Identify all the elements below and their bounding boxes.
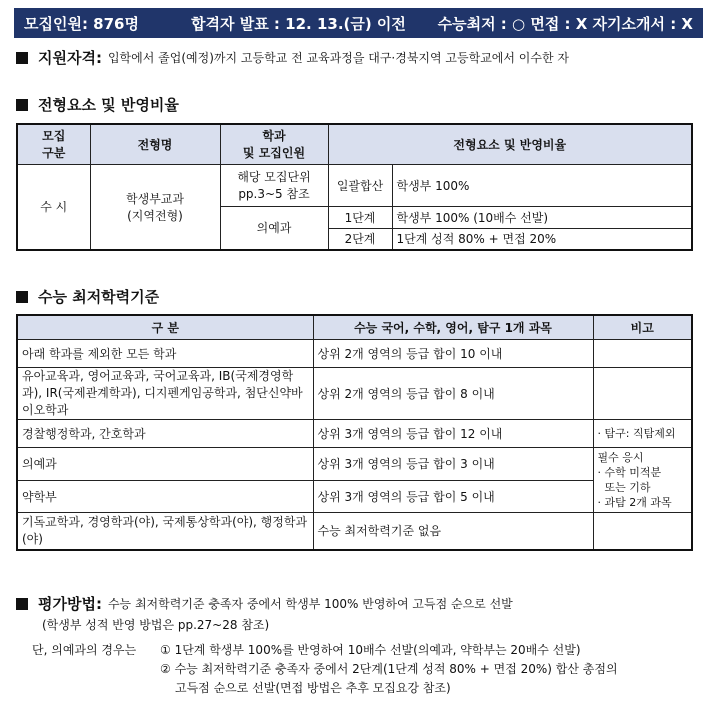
- remark-cell: 필수 응시 · 수학 미적분 또는 기하 · 과탐 2개 과목: [593, 447, 692, 512]
- remark-cell: · 탐구: 직탐제외: [593, 419, 692, 447]
- table-row: [17, 512, 692, 550]
- announce-date: 합격자 발표 : 12. 13.(금) 이전: [191, 14, 406, 33]
- stage-cell: 2단계: [328, 228, 392, 250]
- remark-cell: [593, 339, 692, 367]
- remark-cell: [593, 367, 692, 419]
- category-cell: 의예과: [17, 447, 313, 480]
- summary-banner: [14, 8, 703, 38]
- header-standard: 수능 국어, 수학, 영어, 탐구 1개 과목: [313, 315, 593, 339]
- standard-cell: 상위 2개 영역의 등급 합이 10 이내: [313, 339, 593, 367]
- bullet-square-icon: [16, 52, 28, 64]
- ratio-cell: 1단계 성적 80% + 면접 20%: [392, 228, 692, 250]
- ratio-cell: 학생부 100%: [392, 164, 692, 206]
- evaluation-section: [16, 593, 513, 614]
- header-division: 모집 구분: [17, 124, 90, 164]
- evaluation-title: 평가방법:: [38, 595, 102, 613]
- minimum-title: 수능 최저학력기준: [38, 288, 160, 306]
- qualification-text: 입학에서 졸업(예정)까지 고등학교 전 교육과정을 대구·경북지역 고등학교에서 이수한 자: [107, 51, 569, 65]
- selection-table: [16, 123, 693, 251]
- evaluation-item-1: ① 1단계 학생부 100%를 반영하여 10배수 선발(의예과, 약학부는 20배수 선발): [160, 643, 581, 657]
- qualification-title: 지원자격:: [38, 49, 102, 67]
- ratio-cell: 학생부 100% (10배수 선발): [392, 206, 692, 228]
- standard-cell: 상위 3개 영역의 등급 합이 5 이내: [313, 480, 593, 512]
- standard-cell: 상위 2개 영역의 등급 합이 8 이내: [313, 367, 593, 419]
- dept-cell: 해당 모집단위 pp.3~5 참조: [220, 164, 328, 206]
- recruit-count: 모집인원: 876명: [24, 14, 139, 33]
- evaluation-item-2-cont: 고득점 순으로 선발(면접 방법은 추후 모집요강 참조): [175, 681, 451, 695]
- header-category: 구 분: [17, 315, 313, 339]
- category-cell: 경찰행정학과, 간호학과: [17, 419, 313, 447]
- evaluation-lead: 단, 의예과의 경우는: [32, 643, 137, 657]
- standard-cell: 수능 최저학력기준 없음: [313, 512, 593, 550]
- category-cell: 기독교학과, 경영학과(야), 국제통상학과(야), 행정학과(야): [17, 512, 313, 550]
- table-row: [17, 367, 692, 419]
- standard-cell: 상위 3개 영역의 등급 합이 12 이내: [313, 419, 593, 447]
- criteria-summary: 수능최저 : ○ 면접 : X 자기소개서 : X: [437, 14, 693, 33]
- category-cell: 아래 학과를 제외한 모든 학과: [17, 339, 313, 367]
- selection-name-cell: 학생부교과 (지역전형): [90, 164, 220, 250]
- remark-cell: [593, 512, 692, 550]
- evaluation-sub-note: (학생부 성적 반영 방법은 pp.27~28 참조): [42, 618, 270, 632]
- stage-cell: 1단계: [328, 206, 392, 228]
- bullet-square-icon: [16, 99, 28, 111]
- selection-section-heading: [16, 94, 179, 115]
- standard-cell: 상위 3개 영역의 등급 합이 3 이내: [313, 447, 593, 480]
- table-row: [17, 447, 692, 480]
- stage-cell: 일괄합산: [328, 164, 392, 206]
- table-row: [17, 419, 692, 447]
- minimum-section-heading: [16, 286, 159, 307]
- evaluation-text: 수능 최저학력기준 충족자 중에서 학생부 100% 반영하여 고득점 순으로 선발: [107, 597, 513, 611]
- header-dept: 학과 및 모집인원: [220, 124, 328, 164]
- division-cell: 수 시: [17, 164, 90, 250]
- bullet-square-icon: [16, 598, 28, 610]
- header-ratio: 전형요소 및 반영비율: [328, 124, 692, 164]
- minimum-standard-table: [16, 314, 693, 551]
- category-cell: 약학부: [17, 480, 313, 512]
- header-remark: 비고: [593, 315, 692, 339]
- evaluation-item-2: ② 수능 최저학력기준 충족자 중에서 2단계(1단계 성적 80% + 면접 20%) 합산 총점의: [160, 662, 618, 676]
- bullet-square-icon: [16, 291, 28, 303]
- dept-cell: 의예과: [220, 206, 328, 250]
- table-row: [17, 339, 692, 367]
- category-cell: 유아교육과, 영어교육과, 국어교육과, IB(국제경영학과), IR(국제관계학과), 디지펜게임공학과, 첨단신약바이오학과: [17, 367, 313, 419]
- table-row: [17, 480, 692, 512]
- header-name: 전형명: [90, 124, 220, 164]
- selection-title: 전형요소 및 반영비율: [38, 96, 179, 114]
- qualification-section: [16, 47, 569, 68]
